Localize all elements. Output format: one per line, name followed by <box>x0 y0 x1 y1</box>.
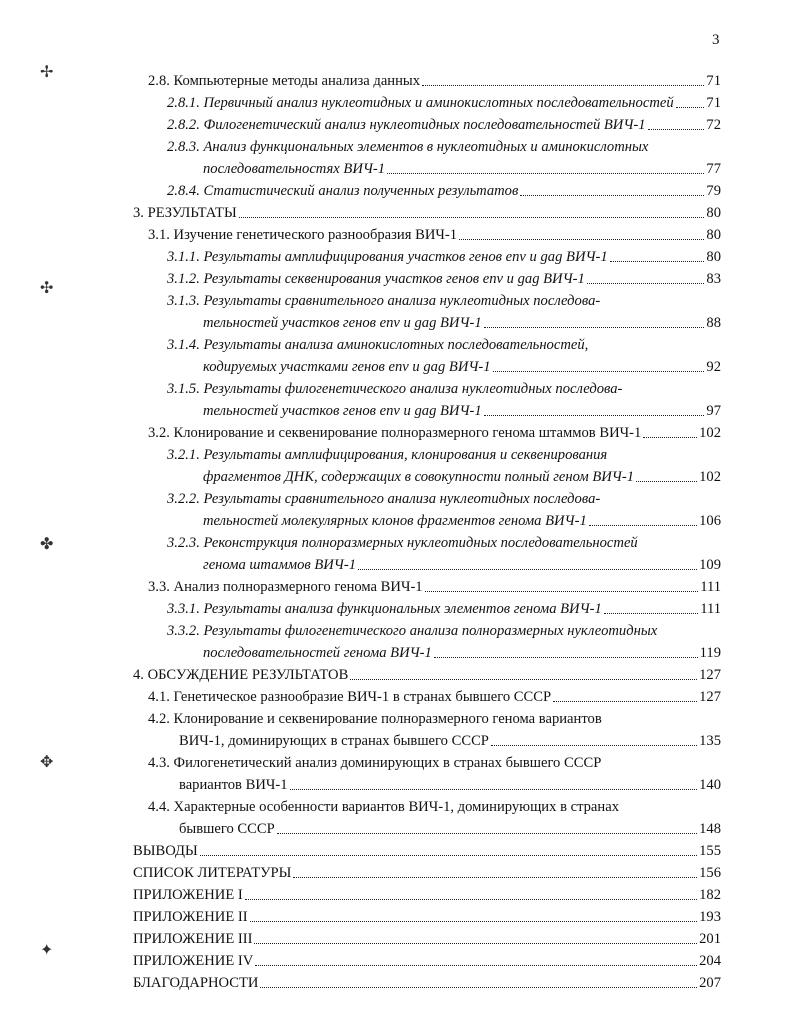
dot-leader <box>200 855 697 856</box>
toc-entry-title: ПРИЛОЖЕНИЕ II <box>133 909 248 925</box>
toc-entry-page: 204 <box>699 953 721 969</box>
dot-leader <box>491 745 697 746</box>
toc-entry <box>0 750 799 772</box>
toc-entry-page: 92 <box>706 359 721 375</box>
toc-entry <box>0 574 799 596</box>
toc-entry-title: 3.3.2. Результаты филогенетического анализа полноразмерных нуклеотидных <box>167 623 658 639</box>
dot-leader <box>484 327 705 328</box>
dot-leader <box>425 591 699 592</box>
dot-leader <box>643 437 697 438</box>
toc-entry-title: последовательностей генома ВИЧ-1 <box>203 645 432 661</box>
toc-entry <box>0 662 799 684</box>
toc-entry-page: 135 <box>699 733 721 749</box>
toc-entry-title: СПИСОК ЛИТЕРАТУРЫ <box>133 865 292 881</box>
dot-leader <box>604 613 698 614</box>
toc-entry-page: 77 <box>706 161 721 177</box>
toc-entry-title: 3.2.2. Результаты сравнительного анализа нуклеотидных последова- <box>167 491 601 507</box>
toc-entry-page: 80 <box>706 249 721 265</box>
toc-entry-page: 111 <box>700 579 721 595</box>
toc-entry <box>0 200 799 222</box>
toc-entry <box>0 68 799 90</box>
dot-leader <box>290 789 698 790</box>
toc-entry <box>0 398 799 420</box>
toc-entry-page: 127 <box>699 667 721 683</box>
toc-entry <box>0 816 799 838</box>
toc-entry-title: фрагментов ДНК, содержащих в совокупности полный геном ВИЧ-1 <box>203 469 634 485</box>
toc-entry-title: 3.1. Изучение генетического разнообразия ВИЧ-1 <box>148 227 458 243</box>
toc-entry-page: 148 <box>699 821 721 837</box>
toc-entry-title: ВЫВОДЫ <box>133 843 198 859</box>
toc-entry <box>0 156 799 178</box>
toc-entry <box>0 684 799 706</box>
dot-leader <box>260 987 697 988</box>
toc-entry-page: 80 <box>706 227 721 243</box>
dot-leader <box>254 943 697 944</box>
dot-leader <box>277 833 697 834</box>
toc-entry <box>0 618 799 640</box>
toc-entry-title: 2.8.3. Анализ функциональных элементов в нуклеотидных и аминокислотных <box>167 139 649 155</box>
toc-entry-title: 3.3.1. Результаты анализа функциональных элементов генома ВИЧ-1 <box>167 601 602 617</box>
toc-entry <box>0 486 799 508</box>
toc-entry-title: 2.8.1. Первичный анализ нуклеотидных и аминокислотных последовательностей <box>167 95 674 111</box>
toc-entry-title: бывшего СССР <box>179 821 275 837</box>
dot-leader <box>293 877 697 878</box>
toc-entry <box>0 838 799 860</box>
toc-entry-page: 119 <box>699 645 721 661</box>
toc-entry <box>0 134 799 156</box>
toc-entry-title: 3.1.1. Результаты амплифицирования участков генов env и gag ВИЧ-1 <box>167 249 608 265</box>
dot-leader <box>250 921 697 922</box>
margin-mark: ✥ <box>40 752 54 771</box>
toc-entry-page: 156 <box>699 865 721 881</box>
toc-entry-title: 4.3. Филогенетический анализ доминирующих в странах бывшего СССР <box>148 755 602 771</box>
toc-entry-title: 4.2. Клонирование и секвенирование полноразмерного генома вариантов <box>148 711 602 727</box>
margin-mark: ✣ <box>40 278 54 297</box>
dot-leader <box>239 217 705 218</box>
toc-entry <box>0 178 799 200</box>
toc-entry-title: кодируемых участками генов env и gag ВИЧ-1 <box>203 359 491 375</box>
toc-entry-title: последовательностях ВИЧ-1 <box>203 161 386 177</box>
toc-entry-title: тельностей участков генов env и gag ВИЧ-1 <box>203 403 482 419</box>
dot-leader <box>587 283 705 284</box>
toc-entry-page: 88 <box>706 315 721 331</box>
toc-entry-title: ПРИЛОЖЕНИЕ IV <box>133 953 254 969</box>
toc-entry-title: 3. РЕЗУЛЬТАТЫ <box>133 205 237 221</box>
toc-entry-page: 80 <box>706 205 721 221</box>
toc-entry-page: 72 <box>706 117 721 133</box>
toc-entry-title: 3.2.3. Реконструкция полноразмерных нуклеотидных последовательностей <box>167 535 638 551</box>
dot-leader <box>358 569 697 570</box>
toc-entry-title: 3.2. Клонирование и секвенирование полноразмерного генома штаммов ВИЧ-1 <box>148 425 642 441</box>
toc-entry <box>0 222 799 244</box>
dot-leader <box>589 525 697 526</box>
toc-entry-page: 140 <box>699 777 721 793</box>
toc-entry <box>0 90 799 112</box>
toc-entry-title: тельностей участков генов env и gag ВИЧ-1 <box>203 315 482 331</box>
toc-entry-page: 155 <box>699 843 721 859</box>
dot-leader <box>636 481 697 482</box>
dot-leader <box>422 85 704 86</box>
toc-entry-page: 71 <box>706 73 721 89</box>
toc-entry-title: ПРИЛОЖЕНИЕ III <box>133 931 253 947</box>
toc-entry <box>0 948 799 970</box>
toc-entry-page: 193 <box>699 909 721 925</box>
toc-entry <box>0 794 799 816</box>
dot-leader <box>553 701 697 702</box>
toc-entry-page: 182 <box>699 887 721 903</box>
toc-entry-page: 102 <box>699 469 721 485</box>
toc-entry <box>0 442 799 464</box>
toc-entry-page: 207 <box>699 975 721 991</box>
toc-entry-title: 3.1.2. Результаты секвенирования участков генов env и gag ВИЧ-1 <box>167 271 585 287</box>
toc-entry <box>0 728 799 750</box>
dot-leader <box>245 899 697 900</box>
toc-entry <box>0 420 799 442</box>
dot-leader <box>493 371 705 372</box>
toc-entry <box>0 508 799 530</box>
toc-entry-page: 111 <box>700 601 721 617</box>
page-number: 3 <box>712 32 720 48</box>
toc-entry <box>0 376 799 398</box>
dot-leader <box>255 965 697 966</box>
margin-mark: ✦ <box>40 940 54 959</box>
toc-entry <box>0 530 799 552</box>
dot-leader <box>648 129 705 130</box>
table-of-contents <box>0 68 799 992</box>
toc-entry-title: вариантов ВИЧ-1 <box>179 777 288 793</box>
dot-leader <box>520 195 704 196</box>
toc-entry-title: 4.1. Генетическое разнообразие ВИЧ-1 в странах бывшего СССР <box>148 689 552 705</box>
toc-entry <box>0 904 799 926</box>
toc-entry-title: тельностей молекулярных клонов фрагментов генома ВИЧ-1 <box>203 513 587 529</box>
toc-entry-page: 201 <box>699 931 721 947</box>
toc-entry <box>0 288 799 310</box>
toc-entry <box>0 772 799 794</box>
toc-entry <box>0 354 799 376</box>
toc-entry-title: 2.8.2. Филогенетический анализ нуклеотидных последовательностей ВИЧ-1 <box>167 117 646 133</box>
toc-entry <box>0 640 799 662</box>
toc-entry <box>0 266 799 288</box>
toc-entry <box>0 244 799 266</box>
toc-entry <box>0 332 799 354</box>
toc-entry <box>0 596 799 618</box>
dot-leader <box>484 415 705 416</box>
toc-entry-title: генома штаммов ВИЧ-1 <box>203 557 357 573</box>
toc-entry <box>0 970 799 992</box>
toc-entry-title: 3.1.3. Результаты сравнительного анализа нуклеотидных последова- <box>167 293 601 309</box>
dot-leader <box>610 261 705 262</box>
toc-entry-title: ВИЧ-1, доминирующих в странах бывшего СССР <box>179 733 489 749</box>
dot-leader <box>459 239 704 240</box>
toc-entry-title: 3.3. Анализ полноразмерного генома ВИЧ-1 <box>148 579 423 595</box>
toc-entry-page: 106 <box>699 513 721 529</box>
toc-entry-title: 3.1.5. Результаты филогенетического анализа нуклеотидных последова- <box>167 381 623 397</box>
toc-entry <box>0 706 799 728</box>
toc-entry-title: 4. ОБСУЖДЕНИЕ РЕЗУЛЬТАТОВ <box>133 667 349 683</box>
toc-entry-page: 102 <box>699 425 721 441</box>
toc-entry-page: 109 <box>699 557 721 573</box>
toc-entry <box>0 926 799 948</box>
toc-entry-title: 3.1.4. Результаты анализа аминокислотных последовательностей, <box>167 337 589 353</box>
toc-entry-page: 71 <box>706 95 721 111</box>
toc-entry-page: 83 <box>706 271 721 287</box>
dot-leader <box>676 107 705 108</box>
toc-entry <box>0 552 799 574</box>
dot-leader <box>350 679 697 680</box>
margin-mark: ✤ <box>40 534 54 553</box>
toc-entry <box>0 860 799 882</box>
dot-leader <box>387 173 704 174</box>
toc-entry-title: 2.8. Компьютерные методы анализа данных <box>148 73 421 89</box>
toc-entry-title: 2.8.4. Статистический анализ полученных результатов <box>167 183 519 199</box>
toc-entry <box>0 310 799 332</box>
toc-entry-title: 4.4. Характерные особенности вариантов ВИЧ-1, доминирующих в странах <box>148 799 619 815</box>
toc-entry <box>0 464 799 486</box>
toc-entry-title: ПРИЛОЖЕНИЕ I <box>133 887 243 903</box>
dot-leader <box>434 657 698 658</box>
toc-entry <box>0 882 799 904</box>
toc-entry-page: 79 <box>706 183 721 199</box>
toc-entry <box>0 112 799 134</box>
margin-mark: ✢ <box>40 62 54 81</box>
toc-entry-page: 127 <box>699 689 721 705</box>
toc-entry-title: 3.2.1. Результаты амплифицирования, клонирования и секвенирования <box>167 447 608 463</box>
toc-entry-page: 97 <box>706 403 721 419</box>
toc-entry-title: БЛАГОДАРНОСТИ <box>133 975 259 991</box>
